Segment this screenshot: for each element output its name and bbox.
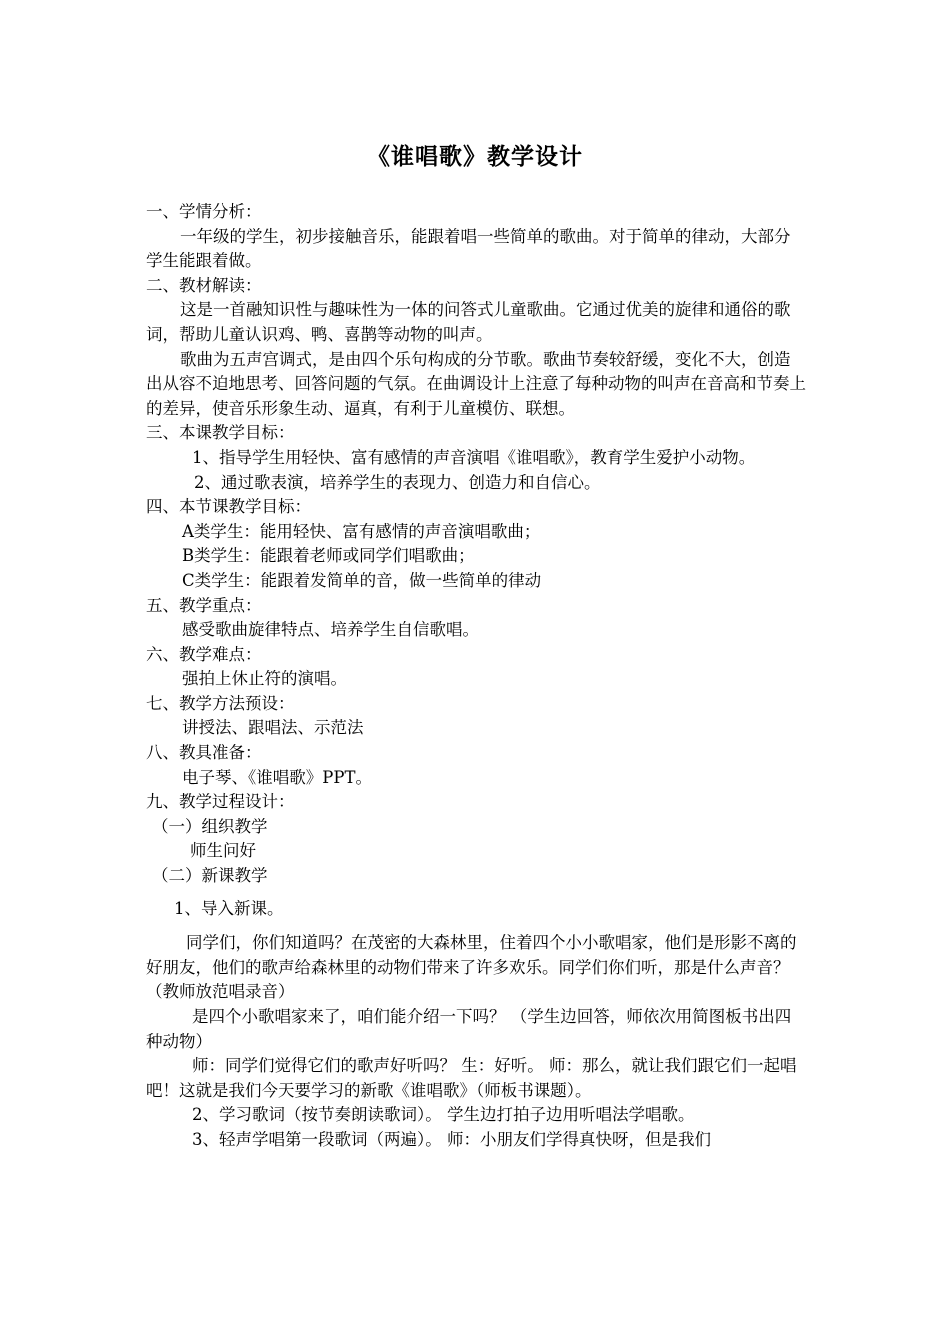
step-item: 2、学习歌词（按节奏朗读歌词）。 学生边打拍子边用听唱法学唱歌。 xyxy=(192,1105,695,1125)
paragraph: 强拍上休止符的演唱。 xyxy=(182,669,347,689)
subsection-heading: （一）组织教学 xyxy=(152,816,268,836)
section-heading-1: 一、学情分析： xyxy=(146,202,262,221)
paragraph: 歌曲为五声宫调式，是由四个乐句构成的分节歌。歌曲节奏较舒缓，变化不大，创造出从容不迫地思考、回答问题的气氛。在曲调设计上注意了每种动物的叫声在音高和节奏上的差异，使音乐形象生动、逼真，有利于儿童模仿、联想。 xyxy=(146,349,806,418)
paragraph: 这是一首融知识性与趣味性为一体的问答式儿童歌曲。它通过优美的旋律和通俗的歌词，帮助儿童认识鸡、鸭、喜鹊等动物的叫声。 xyxy=(146,300,791,344)
step-item: 3、轻声学唱第一段歌词（两遍）。 师：小朋友们学得真快呀，但是我们 xyxy=(192,1129,711,1149)
paragraph: 师：同学们觉得它们的歌声好听吗？ 生：好听。 师：那么，就让我们跟它们一起唱吧！这就是我们今天要学习的新歌《谁唱歌》（师板书课题）。 xyxy=(146,1056,797,1100)
paragraph: 电子琴、《谁唱歌》PPT。 xyxy=(182,767,372,787)
paragraph: 讲授法、跟唱法、示范法 xyxy=(182,718,364,738)
list-item: C类学生：能跟着发简单的音，做一些简单的律动 xyxy=(182,570,542,590)
list-item: B类学生：能跟着老师或同学们唱歌曲； xyxy=(182,546,475,566)
section-heading-9: 九、教学过程设计： xyxy=(146,792,295,812)
section-heading-4: 四、本节课教学目标： xyxy=(146,497,311,517)
paragraph: 同学们，你们知道吗？在茂密的大森林里，住着四个小小歌唱家，他们是形影不离的好朋友，他们的歌声给森林里的动物们带来了许多欢乐。同学们你们听，那是什么声音？（教师放范唱录音） xyxy=(146,933,797,1002)
objective-item: 2、通过歌表演，培养学生的表现力、创造力和自信心。 xyxy=(194,472,601,492)
section-heading-8: 八、教具准备： xyxy=(146,743,262,763)
subsection-heading: （二）新课教学 xyxy=(152,866,268,886)
document-title: 《谁唱歌》教学设计 xyxy=(367,143,583,170)
section-heading-7: 七、教学方法预设： xyxy=(146,693,295,713)
section-heading-5: 五、教学重点： xyxy=(146,595,262,615)
section-heading-2: 二、教材解读： xyxy=(146,275,262,295)
paragraph: 是四个小歌唱家来了，咱们能介绍一下吗？ （学生边回答，师依次用简图板书出四种动物） xyxy=(146,1007,792,1051)
paragraph: 感受歌曲旋律特点、培养学生自信歌唱。 xyxy=(182,620,479,640)
objective-item: 1、指导学生用轻快、富有感情的声音演唱《谁唱歌》，教育学生爱护小动物。 xyxy=(192,447,756,467)
document-body xyxy=(146,200,806,1153)
section-heading-3: 三、本课教学目标： xyxy=(146,423,295,443)
list-item: A类学生：能用轻快、富有感情的声音演唱歌曲； xyxy=(182,521,541,541)
paragraph: 师生问好 xyxy=(190,841,256,861)
section-heading-6: 六、教学难点： xyxy=(146,644,262,664)
step-item: 1、导入新课。 xyxy=(174,898,284,918)
paragraph: 一年级的学生，初步接触音乐，能跟着唱一些简单的歌曲。对于简单的律动，大部分学生能跟着做。 xyxy=(146,226,791,271)
